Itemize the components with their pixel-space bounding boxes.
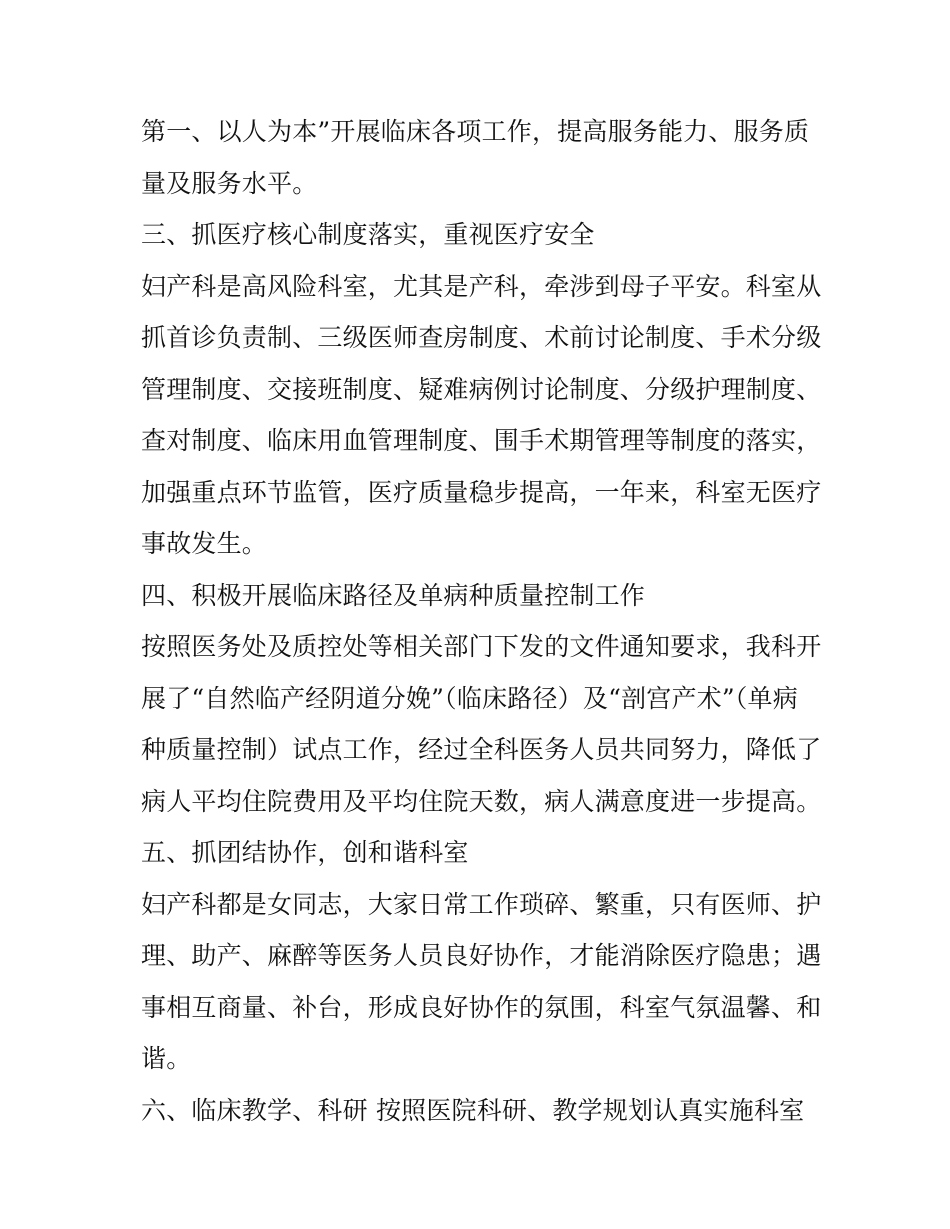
text-line: 按照医务处及质控处等相关部门下发的文件通知要求，我科开 <box>141 632 822 661</box>
text-line: 谐。 <box>141 1044 192 1073</box>
text-line: 查对制度、临床用血管理制度、围手术期管理等制度的落实， <box>141 426 822 455</box>
text-line: 加强重点环节监管，医疗质量稳步提高，一年来，科室无医疗 <box>141 477 822 507</box>
text-line: 第一、以人为本”开展临床各项工作，提高服务能力、服务质 <box>141 117 810 146</box>
document-body <box>141 106 821 1136</box>
text-line: 管理制度、交接班制度、疑难病例讨论制度、分级护理制度、 <box>141 374 822 404</box>
section-heading: 五、抓团结协作，创和谐科室 <box>141 838 469 867</box>
section-heading: 三、抓医疗核心制度落实，重视医疗安全 <box>141 220 595 249</box>
text-line: 理、助产、麻醉等医务人员良好协作，才能消除医疗隐患；遇 <box>141 941 822 970</box>
text-line: 抓首诊负责制、三级医师查房制度、术前讨论制度、手术分级 <box>141 323 822 352</box>
text-line: 种质量控制）试点工作，经过全科医务人员共同努力，降低了 <box>141 735 822 764</box>
text-line: 量及服务水平。 <box>141 168 318 198</box>
text-line: 展了“自然临产经阴道分娩”（临床路径）及“剖宫产术”（单病 <box>141 683 798 713</box>
text-line: 事相互商量、补台，形成良好协作的氛围，科室气氛温馨、和 <box>141 992 822 1022</box>
text-line: 妇产科都是女同志，大家日常工作琐碎、繁重，只有医师、护 <box>141 889 822 919</box>
section-heading: 四、积极开展临床路径及单病种质量控制工作 <box>141 580 646 610</box>
text-line: 事故发生。 <box>141 529 268 558</box>
section-heading: 六、临床教学、科研 按照医院科研、教学规划认真实施科室 <box>141 1095 805 1125</box>
text-line: 病人平均住院费用及平均住院天数，病人满意度进一步提高。 <box>141 786 822 816</box>
text-line: 妇产科是高风险科室，尤其是产科，牵涉到母子平安。科室从 <box>141 271 822 301</box>
